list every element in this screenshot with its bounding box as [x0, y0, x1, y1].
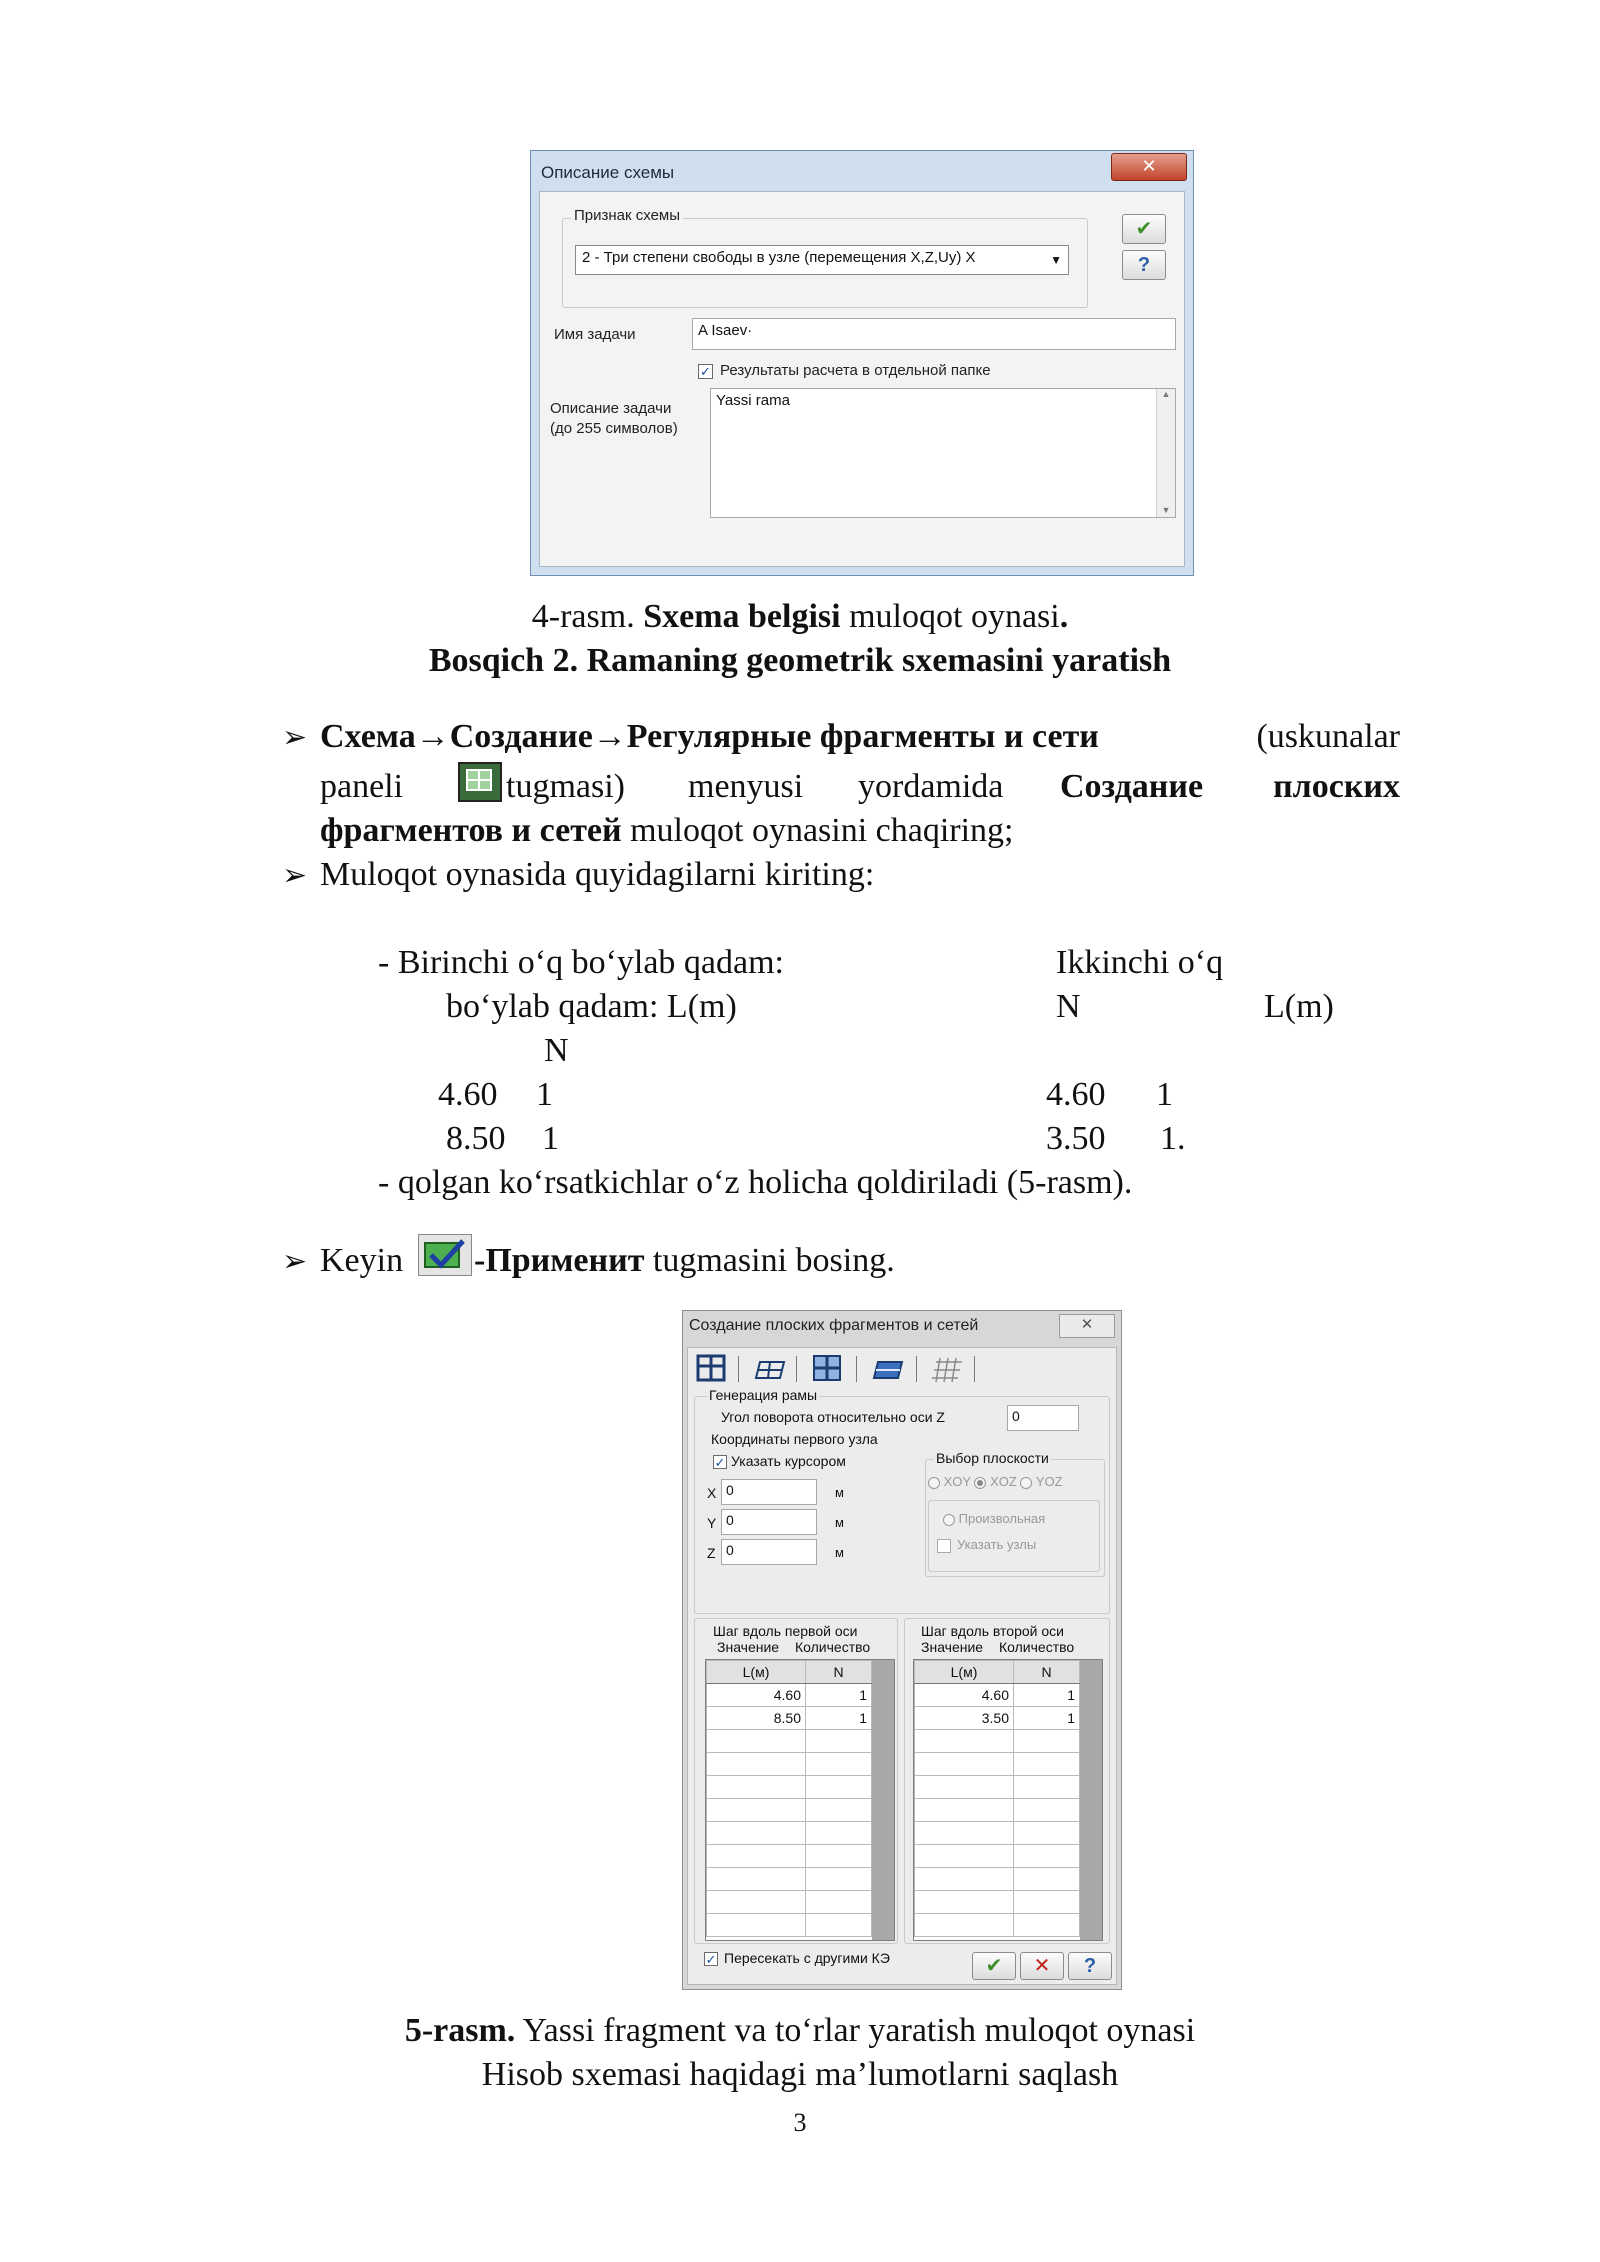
second-axis-l: L(m)	[1264, 988, 1334, 1025]
radio-xoy[interactable]	[928, 1477, 940, 1489]
table-row[interactable]	[915, 1753, 1080, 1776]
table-row[interactable]	[707, 1868, 872, 1891]
grid-cell[interactable]	[1014, 1730, 1080, 1753]
yoz-label: YOZ	[1035, 1474, 1063, 1489]
y-label: Y	[707, 1515, 717, 1531]
mode-tabs	[694, 1352, 994, 1386]
cursor-label: Указать курсором	[731, 1453, 846, 1469]
table-row[interactable]	[707, 1799, 872, 1822]
grid-cell[interactable]	[806, 1868, 872, 1891]
grid-cell[interactable]	[915, 1822, 1014, 1845]
bullet3-tail: tugmasini bosing.	[644, 1242, 895, 1279]
caption-bold: 5-rasm.	[404, 2012, 516, 2049]
plane-options	[928, 1474, 1063, 1489]
intersect-checkbox[interactable]: ✓	[705, 1952, 717, 1967]
grid-scrollbar[interactable]	[872, 1660, 894, 1940]
tab-separator	[916, 1356, 917, 1382]
grid-cell[interactable]	[915, 1776, 1014, 1799]
frame-gen-label: Генерация рамы	[709, 1387, 818, 1403]
close-button[interactable]: ✕	[1111, 153, 1187, 181]
frame-tab-icon[interactable]	[694, 1352, 730, 1384]
grid-cell[interactable]	[707, 1730, 806, 1753]
table-row[interactable]	[915, 1707, 1080, 1730]
grid-cell[interactable]	[915, 1799, 1014, 1822]
scheme-type-group	[562, 207, 1088, 308]
grid-cell[interactable]	[707, 1776, 806, 1799]
grid-cell[interactable]	[707, 1753, 806, 1776]
intersect-label: Пересекать с другими КЭ	[724, 1950, 890, 1966]
apply-button[interactable]	[972, 1952, 1016, 1980]
grid-cell[interactable]: 4.60	[707, 1684, 806, 1707]
grid-cell[interactable]	[707, 1868, 806, 1891]
section-subheading: Hisob sxemasi haqidagi ma’lumotlarni saqlash	[481, 2056, 1119, 2093]
caption-bold: Sxema belgisi	[643, 598, 841, 635]
dialog-name-3: фрагментов и сетей	[320, 812, 622, 849]
table-row[interactable]	[915, 1891, 1080, 1914]
pick-nodes-label: Указать узлы	[957, 1537, 1037, 1552]
scroll-up-icon: ▲	[1161, 389, 1171, 399]
second-axis-line1: Ikkinchi o‘q	[1056, 944, 1224, 981]
table-row[interactable]	[707, 1730, 872, 1753]
check-icon: ✔	[985, 1955, 1003, 1977]
x-input[interactable]: 0	[721, 1479, 817, 1505]
x-label: X	[707, 1485, 717, 1501]
dialog-title: Описание схемы	[541, 163, 675, 182]
bullet-arrow-icon: ➢	[282, 859, 308, 892]
yordamida-word: yordamida	[858, 768, 1004, 805]
description-textarea[interactable]	[710, 388, 1176, 518]
caption-text: Yassi fragment va to‘rlar yaratish muloqot oynasi	[515, 2012, 1196, 2049]
first-node-label: Координаты первого узла	[711, 1431, 878, 1447]
plane-label: Выбор плоскости	[936, 1450, 1049, 1466]
grid-cell[interactable]	[806, 1799, 872, 1822]
scheme-type-value: 2 - Три степени свободы в узле (перемещения X,Z,Uy) X	[582, 249, 976, 266]
arbitrary-group	[928, 1500, 1100, 1572]
bullet3-rest	[474, 1240, 895, 1282]
tugmasi-word: tugmasi)	[506, 768, 625, 805]
dialog-title: Создание плоских фрагментов и сетей	[689, 1317, 979, 1334]
frame-generation-group	[694, 1387, 1110, 1614]
grid-cell[interactable]	[707, 1799, 806, 1822]
task-name-input[interactable]: A Isaev·	[692, 318, 1176, 350]
bullet1-line3	[320, 810, 1014, 852]
radio-arbitrary[interactable]	[943, 1514, 955, 1526]
grid-cell[interactable]	[915, 1845, 1014, 1868]
first-axis-step-group	[694, 1618, 898, 1944]
close-button[interactable]: ✕	[1059, 1314, 1115, 1338]
dialog-body	[687, 1347, 1117, 1985]
page-number: 3	[793, 2108, 807, 2137]
first-axis-line2: bo‘ylab qadam: L(m)	[446, 988, 737, 1025]
grid-cell[interactable]	[915, 1868, 1014, 1891]
grid-cell[interactable]: 1	[1014, 1707, 1080, 1730]
first-axis-line1: - Birinchi o‘q bo‘ylab qadam:	[378, 944, 785, 981]
grid-cell[interactable]	[1014, 1891, 1080, 1914]
table-row[interactable]	[707, 1707, 872, 1730]
first-axis-grid[interactable]	[705, 1659, 895, 1941]
bullet2-text: Muloqot oynasida quyidagilarni kiriting:	[320, 856, 875, 893]
grid-cell[interactable]	[1014, 1914, 1080, 1937]
grid-cell[interactable]	[806, 1776, 872, 1799]
count-col-label: Количество	[999, 1639, 1075, 1655]
bullet-arrow-icon: ➢	[282, 1245, 308, 1278]
caption-suffix: muloqot oynasi	[840, 598, 1060, 635]
separate-folder-checkbox[interactable]: ✓	[698, 364, 713, 379]
table-row[interactable]	[707, 1891, 872, 1914]
dropdown-arrow-icon: ▼	[1050, 253, 1062, 267]
radio-xoz[interactable]	[974, 1477, 986, 1489]
grid-cell[interactable]	[806, 1845, 872, 1868]
row2-l1: 8.50	[446, 1120, 506, 1157]
rotation-label: Угол поворота относительно оси Z	[721, 1409, 945, 1425]
grid-cell[interactable]	[806, 1891, 872, 1914]
col-n-header: N	[1014, 1661, 1080, 1684]
first-axis-title: Шаг вдоль первой оси	[713, 1623, 858, 1639]
grid-cell[interactable]	[1014, 1868, 1080, 1891]
z-unit: м	[835, 1545, 844, 1560]
flat-fragments-dialog	[682, 1310, 1122, 1990]
separate-folder-label: Результаты расчета в отдельной папке	[720, 362, 991, 379]
shell-tab-icon[interactable]	[870, 1352, 906, 1384]
help-button[interactable]: ?	[1122, 250, 1166, 280]
grid-scrollbar[interactable]	[1080, 1660, 1102, 1940]
paren-open: (uskunalar	[1256, 718, 1400, 755]
xoy-label: XOY	[943, 1474, 971, 1489]
value-col-label: Значение	[921, 1639, 984, 1655]
table-row[interactable]	[915, 1868, 1080, 1891]
step2-heading: Bosqich 2. Ramaning geometrik sxemasini yaratish	[428, 642, 1172, 679]
task-name-label: Имя задачи	[554, 326, 636, 343]
table-row[interactable]	[707, 1822, 872, 1845]
y-input[interactable]: 0	[721, 1509, 817, 1535]
row2-n1: 1	[542, 1120, 559, 1157]
first-axis-n: N	[544, 1032, 569, 1069]
menu-path: Схема→Создание→Регулярные фрагменты и сети	[320, 718, 1099, 755]
col-l-header: L(м)	[707, 1661, 806, 1684]
grid-cell[interactable]	[707, 1914, 806, 1937]
scheme-type-select[interactable]	[575, 245, 1069, 275]
grid-cell[interactable]	[806, 1914, 872, 1937]
dialog-body	[539, 191, 1185, 567]
table-row[interactable]	[707, 1684, 872, 1707]
grid-cell[interactable]	[1014, 1845, 1080, 1868]
table-row[interactable]	[707, 1753, 872, 1776]
arbitrary-option	[943, 1511, 1045, 1526]
arbitrary-label: Произвольная	[958, 1511, 1046, 1526]
grid-cell[interactable]	[707, 1891, 806, 1914]
grid-cell[interactable]	[915, 1891, 1014, 1914]
scheme-description-dialog	[530, 150, 1194, 576]
row1-l1: 4.60	[438, 1076, 498, 1113]
count-col-label: Количество	[795, 1639, 871, 1655]
pick-nodes-checkbox[interactable]	[937, 1539, 951, 1553]
apply-icon	[418, 1234, 472, 1276]
grid-cell[interactable]	[707, 1822, 806, 1845]
second-axis-step-group	[904, 1618, 1110, 1944]
table-row[interactable]	[915, 1776, 1080, 1799]
grid-cell[interactable]	[707, 1845, 806, 1868]
col-n-header: N	[806, 1661, 872, 1684]
row1-n2: 1	[1156, 1076, 1173, 1113]
bullet3-keyin: Keyin	[320, 1242, 404, 1279]
bullet1-line2	[320, 766, 1400, 808]
scroll-down-icon: ▼	[1161, 505, 1171, 515]
second-axis-n: N	[1056, 988, 1081, 1025]
grid-cell[interactable]	[806, 1730, 872, 1753]
scrollbar[interactable]	[1156, 389, 1175, 517]
grid-cell[interactable]: 1	[1014, 1684, 1080, 1707]
ok-button[interactable]	[1122, 214, 1166, 244]
grid-cell[interactable]: 4.60	[915, 1684, 1014, 1707]
menyusi-word: menyusi	[688, 768, 804, 805]
col-l-header: L(м)	[915, 1661, 1014, 1684]
cursor-checkbox[interactable]: ✓	[714, 1455, 726, 1470]
grid-cell[interactable]	[1014, 1753, 1080, 1776]
row2-l2: 3.50	[1046, 1120, 1106, 1157]
grid-cell[interactable]	[1014, 1776, 1080, 1799]
grid-cell[interactable]	[806, 1753, 872, 1776]
grid-cell[interactable]: 8.50	[707, 1707, 806, 1730]
apply-word: -Применит	[474, 1242, 645, 1279]
table-row[interactable]	[707, 1914, 872, 1937]
table-row[interactable]	[707, 1845, 872, 1868]
grid-cell[interactable]	[806, 1822, 872, 1845]
grid-cell[interactable]: 1	[806, 1707, 872, 1730]
grid-cell[interactable]	[915, 1753, 1014, 1776]
radio-yoz[interactable]	[1020, 1477, 1032, 1489]
check-icon: ✔	[1135, 218, 1153, 240]
rotation-input[interactable]: 0	[1007, 1405, 1079, 1431]
grid-cell[interactable]	[1014, 1822, 1080, 1845]
row1-n1: 1	[536, 1076, 553, 1113]
table-row[interactable]	[915, 1845, 1080, 1868]
description-limit-label: (до 255 символов)	[550, 420, 678, 437]
cancel-button[interactable]: ✕	[1020, 1952, 1064, 1980]
grid-cell[interactable]: 1	[806, 1684, 872, 1707]
bullet1-line1	[320, 716, 1400, 758]
description-label: Описание задачи	[550, 400, 672, 417]
caption-prefix: 4-rasm.	[531, 598, 644, 635]
bullet1-tail: muloqot oynasini chaqiring;	[621, 812, 1014, 849]
table-row[interactable]	[915, 1822, 1080, 1845]
help-button[interactable]: ?	[1068, 1952, 1112, 1980]
value-col-label: Значение	[717, 1639, 780, 1655]
bullet-arrow-icon: ➢	[282, 721, 308, 754]
figure-4-caption	[0, 596, 1600, 638]
grid-cell[interactable]	[1014, 1799, 1080, 1822]
row2-n2: 1.	[1160, 1120, 1186, 1157]
caption-end: .	[1059, 598, 1069, 635]
description-value: Yassi rama	[716, 392, 790, 409]
table-row[interactable]	[915, 1914, 1080, 1937]
z-input[interactable]: 0	[721, 1539, 817, 1565]
second-axis-title: Шаг вдоль второй оси	[921, 1623, 1064, 1639]
tab-separator	[738, 1356, 739, 1382]
rest-note: - qolgan ko‘rsatkichlar o‘z holicha qoldiriladi (5-rasm).	[378, 1164, 1133, 1201]
z-label: Z	[707, 1545, 716, 1561]
table-row[interactable]	[915, 1730, 1080, 1753]
second-axis-grid[interactable]	[913, 1659, 1103, 1941]
tab-separator	[796, 1356, 797, 1382]
scheme-type-label: Признак схемы	[571, 207, 683, 224]
x-unit: м	[835, 1485, 844, 1500]
grid-tab-icon[interactable]	[810, 1352, 846, 1384]
dialog-name-1: Создание	[1060, 768, 1204, 805]
plate-tab-icon[interactable]	[752, 1352, 788, 1384]
tab-separator	[974, 1356, 975, 1382]
table-row[interactable]	[707, 1776, 872, 1799]
row1-l2: 4.60	[1046, 1076, 1106, 1113]
grid-cell[interactable]	[915, 1730, 1014, 1753]
y-unit: м	[835, 1515, 844, 1530]
xoz-label: XOZ	[990, 1474, 1017, 1489]
grid-tool-icon	[458, 762, 502, 802]
tab-separator	[856, 1356, 857, 1382]
table-row[interactable]	[915, 1799, 1080, 1822]
grid-cell[interactable]	[915, 1914, 1014, 1937]
figure-5-caption	[0, 2010, 1600, 2052]
plane-group	[925, 1450, 1105, 1577]
panel-word: paneli	[320, 768, 404, 805]
dialog-name-2: плоских	[1273, 768, 1400, 805]
grid-cell[interactable]: 3.50	[915, 1707, 1014, 1730]
table-row[interactable]	[915, 1684, 1080, 1707]
hatch-tab-icon[interactable]	[930, 1352, 966, 1384]
